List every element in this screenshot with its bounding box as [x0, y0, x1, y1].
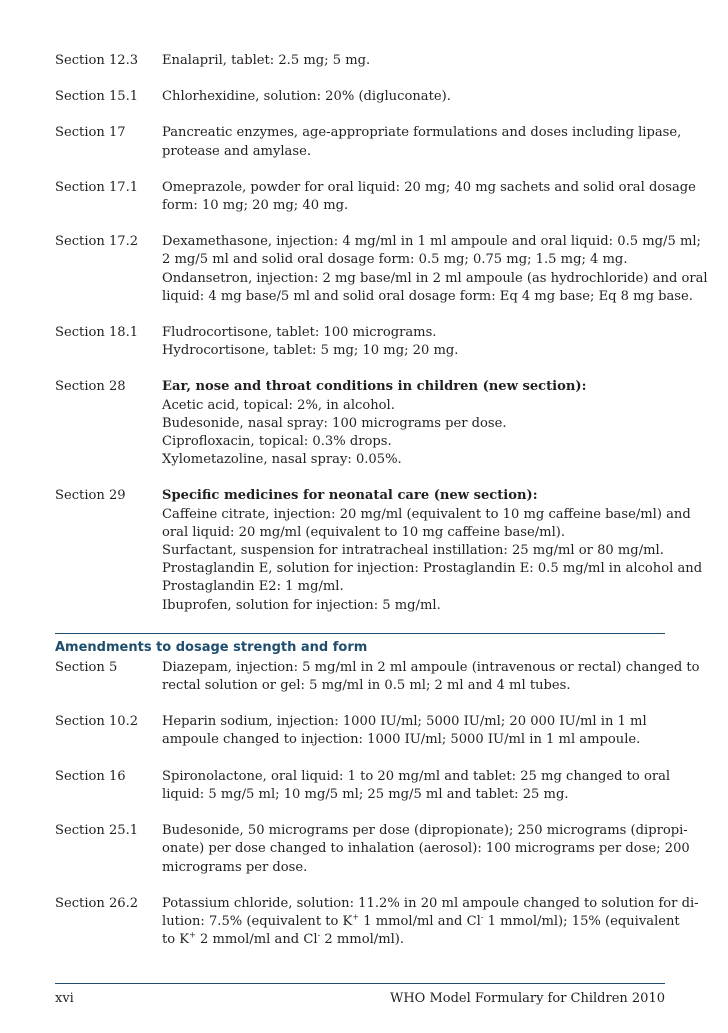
section-label: Section 5 [55, 659, 118, 675]
entry-line: Chlorhexidine, solution: 20% (digluconate). [162, 89, 451, 105]
entry-text [162, 378, 665, 469]
entry-line: 2 mg/5 ml and solid oral dosage form: 0.5 mg; 0.75 mg; 1.5 mg; 4 mg. [162, 252, 628, 268]
entry-line: Ondansetron, injection: 2 mg base/ml in 2 ml ampoule (as hydrochloride) and oral [162, 270, 708, 286]
entry-text [162, 179, 696, 215]
entry-line: Heparin sodium, injection: 1000 IU/ml; 5000 IU/ml; 20 000 IU/ml in 1 ml [162, 714, 647, 730]
entry-row [55, 233, 708, 306]
entry-line: Fludrocortisone, tablet: 100 micrograms. [162, 325, 437, 341]
entry-text [162, 88, 665, 106]
entry-row [55, 124, 682, 160]
entry-line: Potassium chloride, solution: 11.2% in 20 ml ampoule changed to solution for di- [162, 895, 699, 911]
entry-text [162, 822, 690, 877]
entry-row [55, 768, 671, 804]
entry-line: Prostaglandin E2: 1 mg/ml. [162, 579, 344, 595]
section-label: Section 15.1 [55, 89, 139, 105]
page-number: xvi [55, 991, 74, 1006]
entry-line: micrograms per dose. [162, 859, 308, 875]
section-label: Section 16 [55, 768, 126, 784]
entry-line: Ibuprofen, solution for injection: 5 mg/ml. [162, 597, 441, 613]
entry-line: Spironolactone, oral liquid: 1 to 20 mg/ml and tablet: 25 mg changed to oral [162, 768, 671, 784]
document-content [55, 52, 708, 967]
entry-section-26-2 [55, 895, 699, 950]
entry-line: Enalapril, tablet: 2.5 mg; 5 mg. [162, 53, 371, 68]
entry-line: ampoule changed to injection: 1000 IU/ml; 5000 IU/ml in 1 ml ampoule. [162, 732, 641, 748]
entry-row [55, 88, 665, 106]
entry-text [162, 768, 670, 804]
section-label: Section 29 [55, 488, 126, 504]
section-label: Section 17.2 [55, 234, 139, 250]
entry-line: Ciprofloxacin, topical: 0.3% drops. [162, 434, 392, 450]
entry-line: Diazepam, injection: 5 mg/ml in 2 ml ampoule (intravenous or rectal) changed to [162, 659, 700, 675]
section-label: Section 18.1 [55, 325, 139, 341]
entry-row [55, 822, 690, 877]
section-label: Section 12.3 [55, 53, 139, 68]
entry-text [162, 324, 665, 360]
entry-text [162, 52, 665, 70]
entry-line: Budesonide, 50 micrograms per dose (dipropionate); 250 micrograms (dipropi- [162, 823, 688, 839]
amendments-list [55, 659, 700, 877]
entry-heading: Specific medicines for neonatal care (new section): [162, 488, 538, 504]
page-footer [55, 983, 665, 1006]
entry-text [162, 124, 681, 160]
entry-row [55, 659, 700, 695]
section-label: Section 26.2 [55, 895, 139, 911]
entry-text [162, 233, 708, 306]
section-label: Section 17 [55, 125, 126, 141]
footer-title: WHO Model Formulary for Children 2010 [389, 991, 665, 1006]
entry-row [55, 487, 703, 614]
entry-line: Acetic acid, topical: 2%, in alcohol. [162, 397, 395, 413]
entry-line: form: 10 mg; 20 mg; 40 mg. [162, 198, 349, 214]
entry-line: oral liquid: 20 mg/ml (equivalent to 10 mg caffeine base/ml). [162, 524, 566, 540]
entry-line: liquid: 5 mg/5 ml; 10 mg/5 ml; 25 mg/5 ml and tablet: 25 mg. [162, 786, 569, 802]
entry-line: Dexamethasone, injection: 4 mg/ml in 1 ml ampoule and oral liquid: 0.5 mg/5 ml; [162, 234, 701, 250]
amendments-heading: Amendments to dosage strength and form [55, 633, 665, 655]
entry-text [162, 659, 700, 695]
entry-text [162, 487, 702, 614]
entry-row [55, 324, 665, 360]
entry-line: liquid: 4 mg base/5 ml and solid oral dosage form: Eq 4 mg base; Eq 8 mg base. [162, 288, 693, 304]
entry-line: lution: 7.5% (equivalent to K+ 1 mmol/ml and Cl- 1 mmol/ml); 15% (equivalent [162, 912, 680, 929]
entry-text [162, 713, 665, 749]
entry-line: Pancreatic enzymes, age-appropriate formulations and doses including lipase, [162, 125, 682, 141]
entry-line: Prostaglandin E, solution for injection: Prostaglandin E: 0.5 mg/ml in alcohol and [162, 561, 703, 577]
new-medicines-list [55, 52, 708, 615]
section-label: Section 25.1 [55, 823, 139, 839]
entry-line: onate) per dose changed to inhalation (aerosol): 100 micrograms per dose; 200 [162, 841, 690, 857]
entry-line: protease and amylase. [162, 143, 311, 159]
entry-text [162, 895, 699, 950]
entry-heading: Ear, nose and throat conditions in children (new section): [162, 379, 587, 395]
entry-row [55, 378, 665, 469]
entry-line: Xylometazoline, nasal spray: 0.05%. [162, 452, 402, 468]
entry-line: Budesonide, nasal spray: 100 micrograms per dose. [162, 415, 507, 431]
entry-row [55, 179, 696, 215]
section-label: Section 10.2 [55, 714, 139, 730]
entry-row [55, 713, 665, 749]
entry-line: Omeprazole, powder for oral liquid: 20 mg; 40 mg sachets and solid oral dosage [162, 179, 696, 195]
entry-line: Caffeine citrate, injection: 20 mg/ml (equivalent to 10 mg caffeine base/ml) and [162, 506, 691, 522]
entry-line: rectal solution or gel: 5 mg/ml in 0.5 ml; 2 ml and 4 ml tubes. [162, 678, 571, 694]
entry-line: Hydrocortisone, tablet: 5 mg; 10 mg; 20 mg. [162, 343, 459, 359]
entry-row [55, 52, 665, 70]
section-label: Section 28 [55, 379, 126, 395]
entry-line: Surfactant, suspension for intratracheal instillation: 25 mg/ml or 80 mg/ml. [162, 543, 664, 559]
entry-line: to K+ 2 mmol/ml and Cl- 2 mmol/ml). [162, 930, 405, 948]
section-label: Section 17.1 [55, 179, 139, 195]
